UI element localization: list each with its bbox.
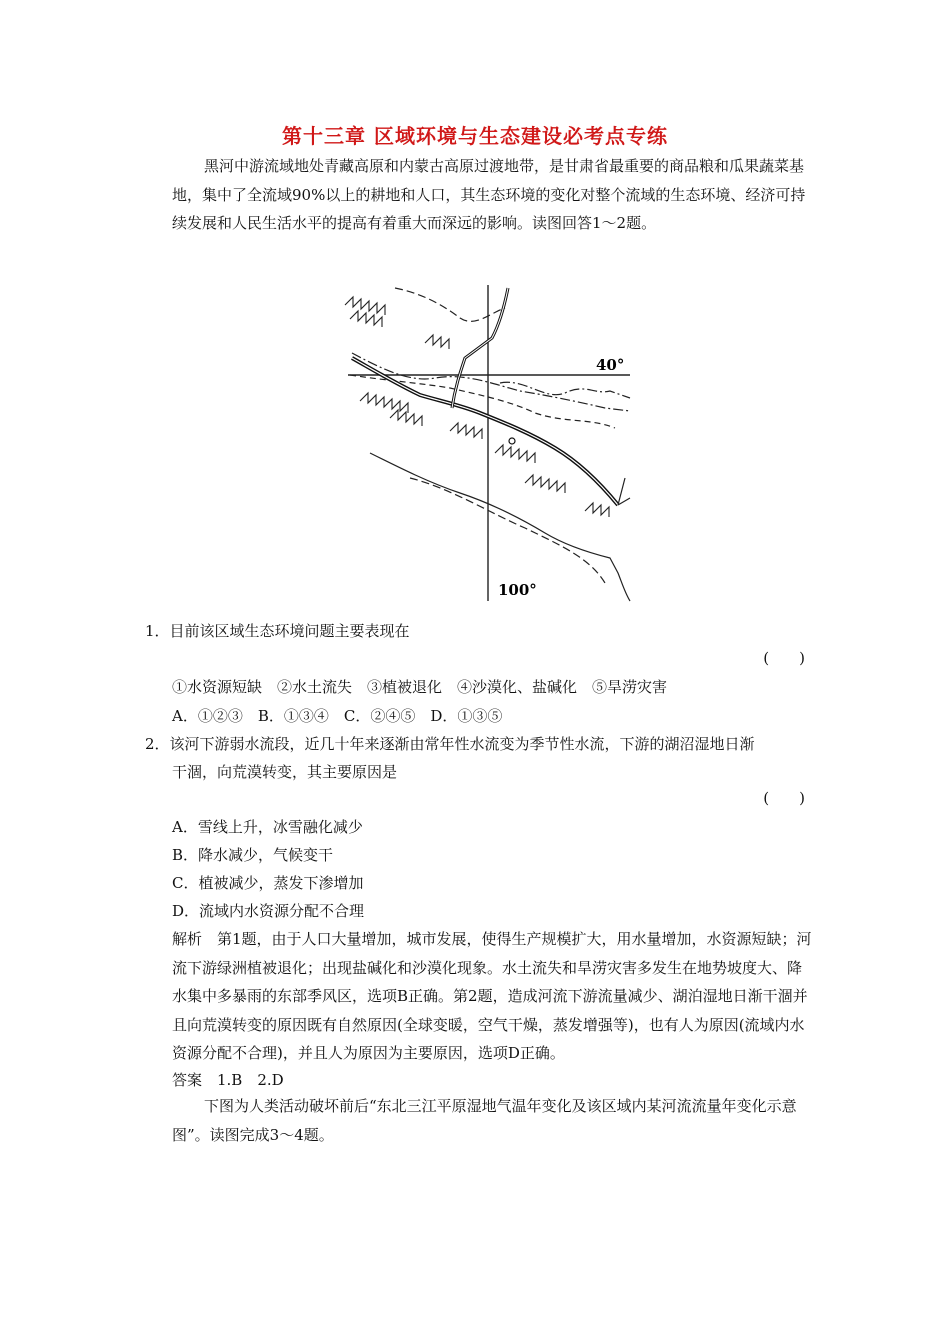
- answer-line: 答案 1.B 2.D: [172, 1071, 284, 1089]
- question-1-items: ①水资源短缺 ②水土流失 ③植被退化 ④沙漠化、盐碱化 ⑤旱涝灾害: [172, 678, 668, 696]
- longitude-label: 100°: [498, 581, 537, 599]
- question-2-option-c: C．植被减少，蒸发下渗增加: [172, 874, 364, 892]
- question-2-stem-line2: 干涸，向荒漠转变，其主要原因是: [172, 763, 398, 781]
- question-2-answer-blank: ( ): [763, 789, 805, 807]
- intro-paragraph: 黑河中游流域地处青藏高原和内蒙古高原过渡地带，是甘肃省最重要的商品粮和瓜果蔬菜基地，集中了全流域90%以上的耕地和人口，其生态环境的变化对整个流域的生态环境、经济可持续发展和人民生活水平的提高有着重大而深远的影响。读图回答1～2题。: [172, 157, 806, 232]
- question-1-answer-blank: ( ): [763, 649, 805, 667]
- river-basin-map: [340, 283, 632, 603]
- question-2-option-b: B．降水减少，气候变干: [172, 846, 334, 864]
- page-title: 第十三章 区域环境与生态建设必考点专练: [282, 124, 668, 148]
- question-1-stem: 1．目前该区域生态环境问题主要表现在: [145, 622, 410, 640]
- question-2-stem-line1: 2．该河下游弱水流段，近几十年来逐渐由常年性水流变为季节性水流，下游的湖沼湿地日渐: [145, 735, 755, 753]
- question-2-option-a: A．雪线上升，冰雪融化减少: [172, 818, 363, 836]
- explanation-paragraph: 解析 第1题，由于人口大量增加，城市发展，使得生产规模扩大，用水量增加，水资源短缺；河流下游绿洲植被退化；出现盐碱化和沙漠化现象。水土流失和旱涝灾害多发生在地势坡度大、降水集中多暴雨的东部季风区，选项B正确。第2题，造成河流下游流量减少、湖泊湿地日渐干涸并且向荒漠转变的原因既有自然原因(全球变暖，空气干燥，蒸发增强等)，也有人为原因(流域内水资源分配不合理)，并且人为原因为主要原因，选项D正确。: [172, 930, 812, 1062]
- mountain-hachure: [345, 297, 385, 315]
- question-2-option-d: D．流域内水资源分配不合理: [172, 902, 365, 920]
- question-1-options: A．①②③ B．①③④ C．②④⑤ D．①③⑤: [172, 707, 503, 725]
- latitude-label: 40°: [596, 356, 625, 374]
- next-section-intro: 下图为人类活动破坏前后“东北三江平原湿地气温年变化及该区域内某河流流量年变化示意图”。读图完成3～4题。: [172, 1097, 797, 1144]
